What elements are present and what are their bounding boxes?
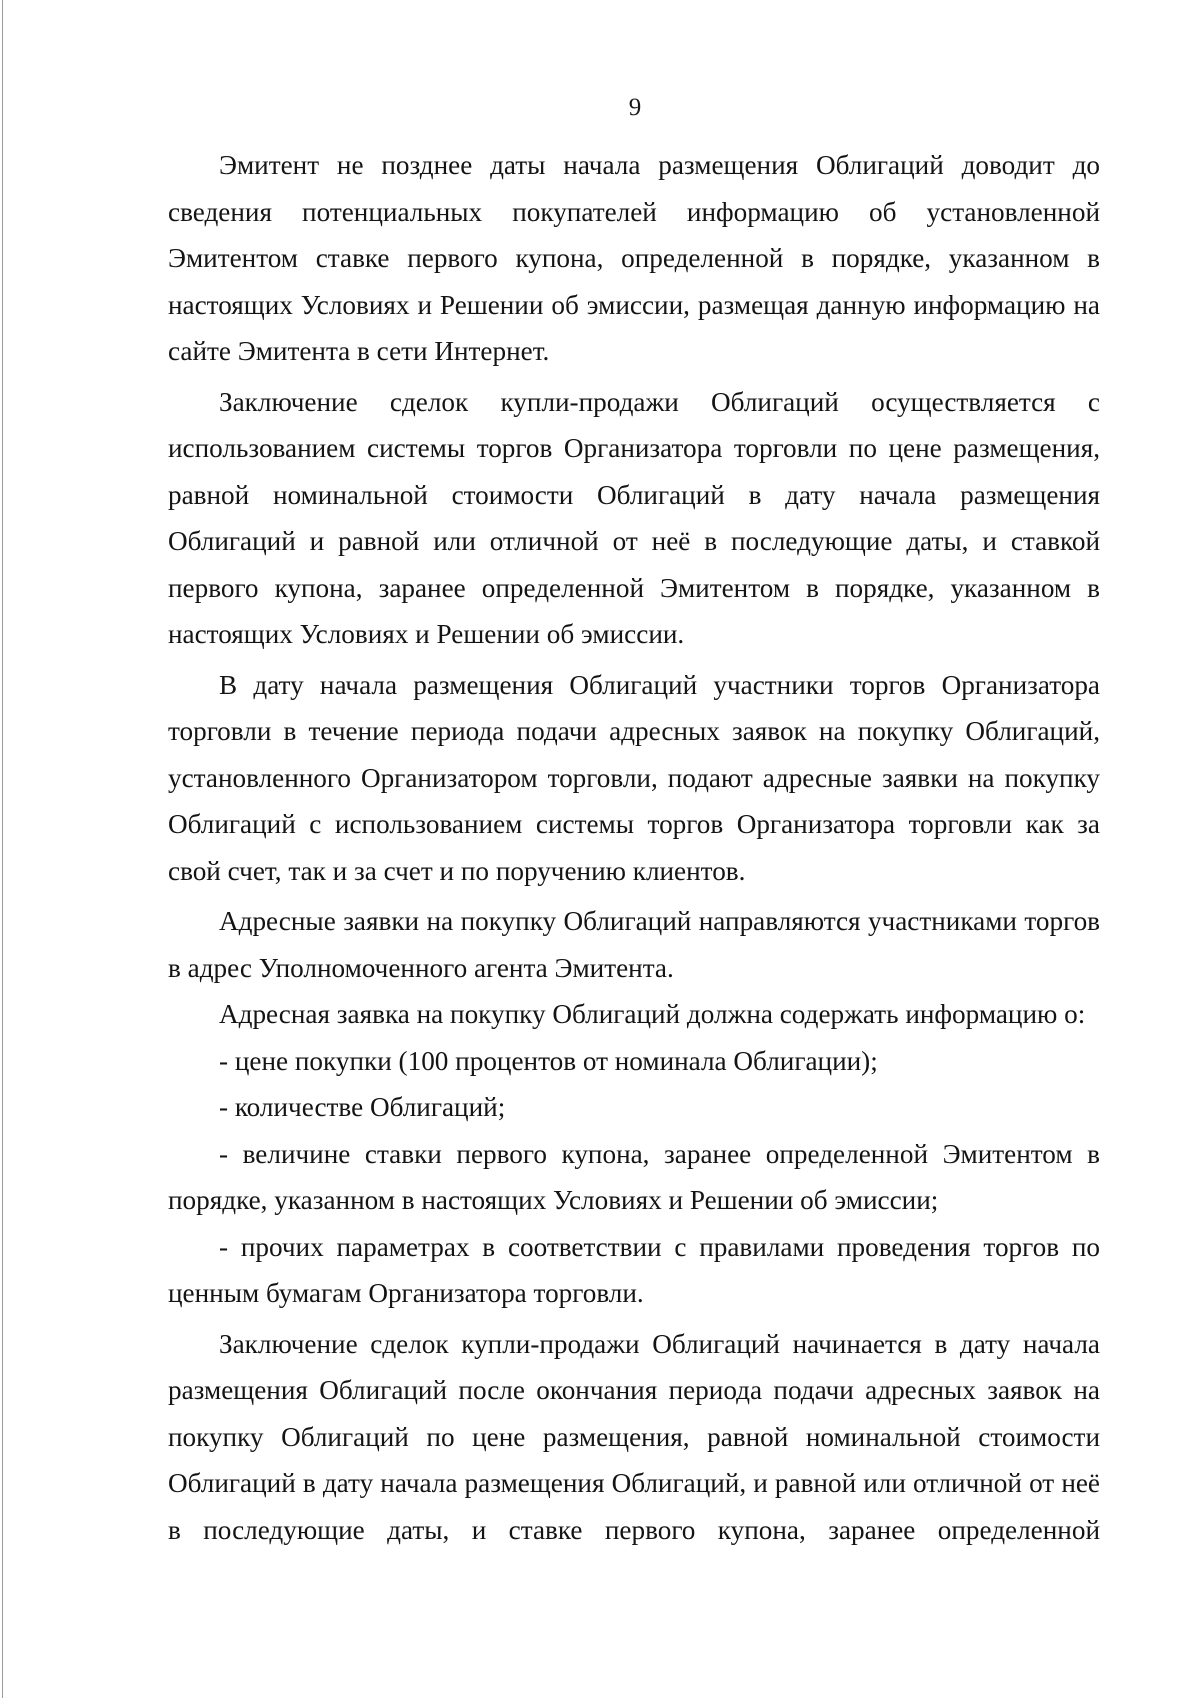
paragraph: Адресная заявка на покупку Облигаций должна содержать информацию о: <box>219 999 1086 1029</box>
paragraph: Заключение сделок купли-продажи Облигаций начинается в дату начала размещения Облигаций после окончания периода подачи адресных заявок на покупку Облигаций по цене размещения, равной номинальной стоимости Облигаций в дату начала размещения Облигаций, и равной или отличной от неё в последующие даты, и ставке первого купона, заранее определенной <box>168 1328 1100 1545</box>
paragraph: Эмитент не позднее даты начала размещения Облигаций доводит до сведения потенциальных покупателей информацию об установленной Эмитентом ставке первого купона, определенной в порядке, указанном в настоящих Условиях и Решении об эмиссии, размещая данную информацию на сайте Эмитента в сети Интернет. <box>168 150 1100 366</box>
paragraph: В дату начала размещения Облигаций участники торгов Организатора торговли в течение периода подачи адресных заявок на покупку Облигаций, установленного Организатором торговли, подают адресные заявки на покупку Облигаций с использованием системы торгов Организатора торговли как за свой счет, так и за счет и по поручению клиентов. <box>168 669 1100 886</box>
list-item: - прочих параметрах в соответствии с правилами проведения торгов по ценным бумагам Организатора торговли. <box>168 1231 1100 1308</box>
page-number: 9 <box>628 94 642 121</box>
document-body <box>168 142 1100 1553</box>
list-item: - количестве Облигаций; <box>219 1092 506 1122</box>
list-item: - величине ставки первого купона, заранее определенной Эмитентом в порядке, указанном в настоящих Условиях и Решении об эмиссии; <box>168 1138 1100 1215</box>
list-item: - цене покупки (100 процентов от номинала Облигации); <box>219 1045 878 1076</box>
paragraph: Заключение сделок купли-продажи Облигаций осуществляется с использованием системы торгов Организатора торговли по цене размещения, равной номинальной стоимости Облигаций в дату начала размещения Облигаций и равной или отличной от неё в последующие даты, и ставкой первого купона, заранее определенной Эмитентом в порядке, указанном в настоящих Условиях и Решении об эмиссии. <box>168 386 1100 649</box>
paragraph: Адресные заявки на покупку Облигаций направляются участниками торгов в адрес Уполномоченного агента Эмитента. <box>168 906 1100 983</box>
scan-edge-line <box>2 0 3 1698</box>
